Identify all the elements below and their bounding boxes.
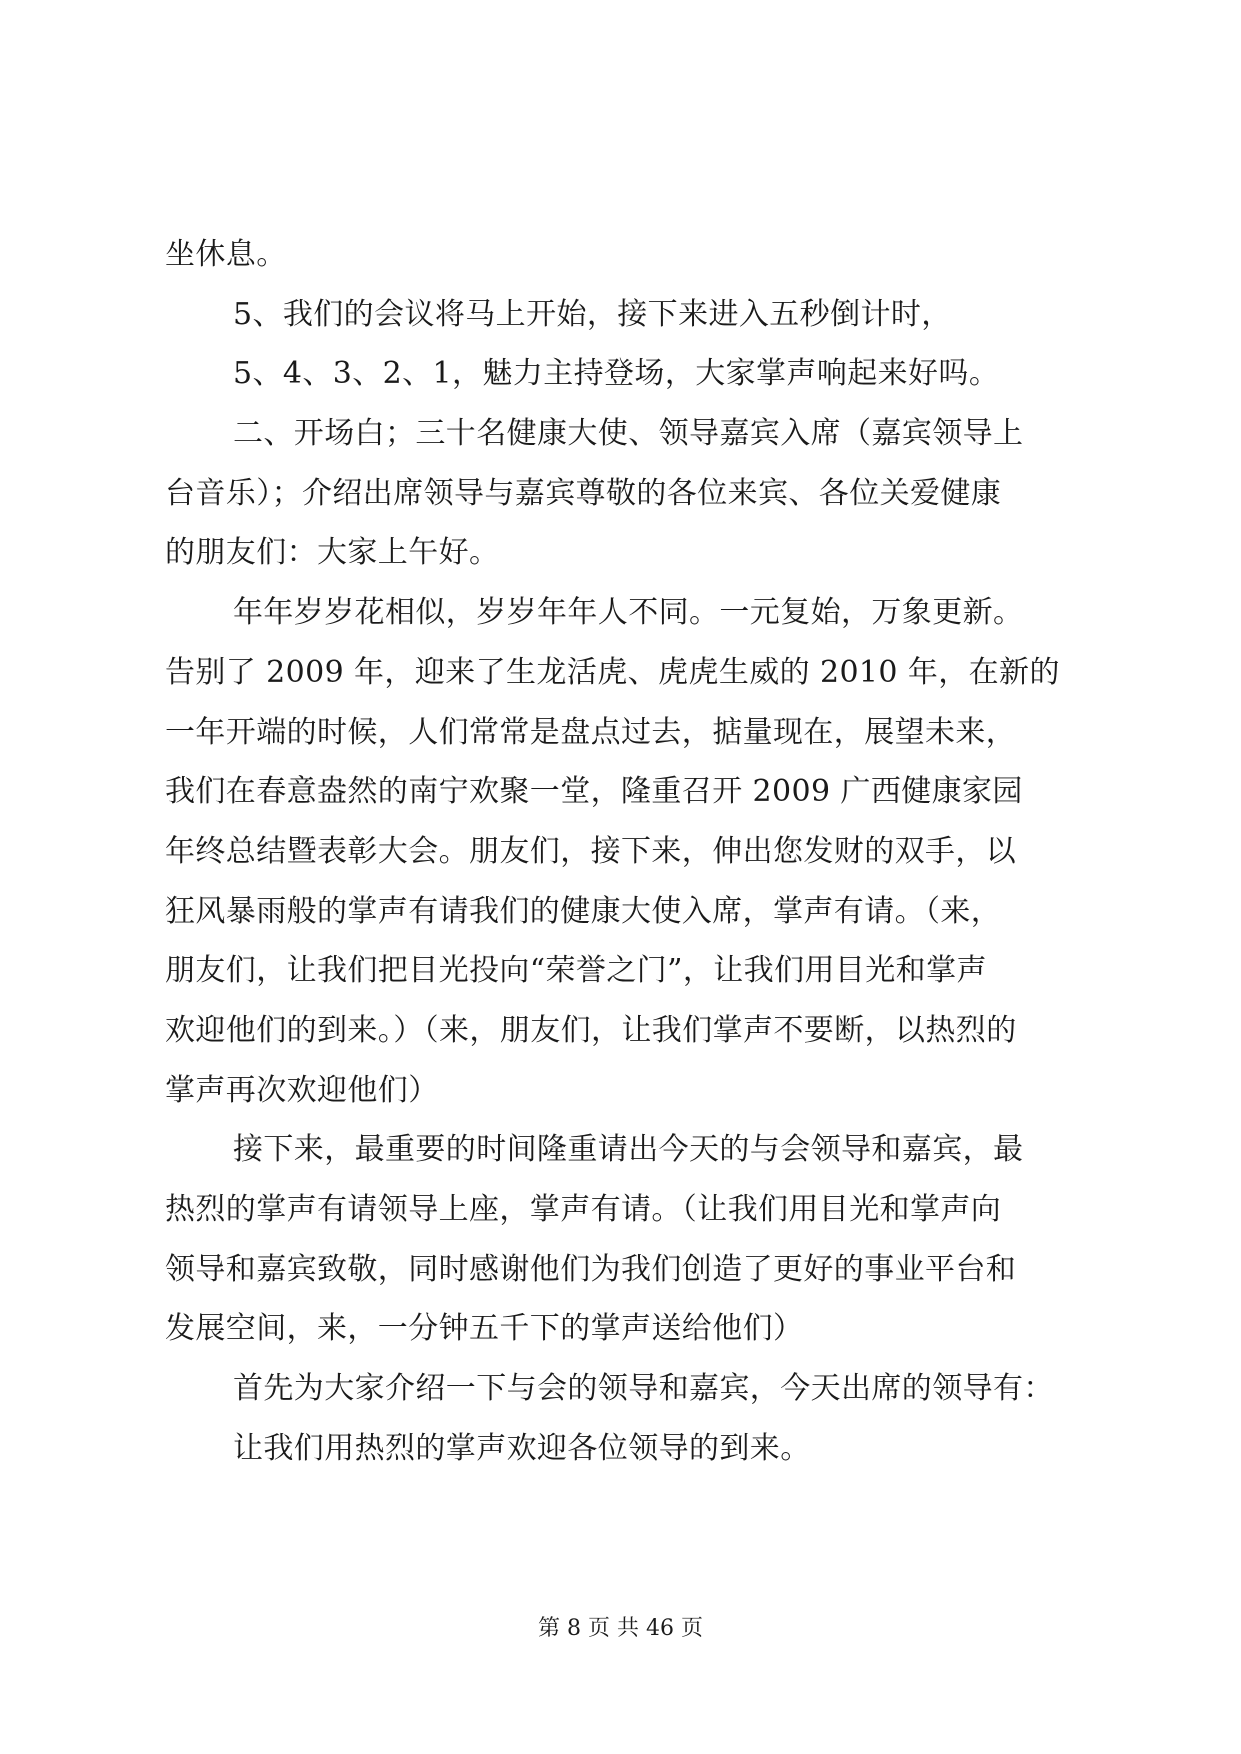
text-line: 狂风暴雨般的掌声有请我们的健康大使入席，掌声有请。（来， — [165, 893, 1002, 929]
text-line: 二、开场白；三十名健康大使、领导嘉宾入席（嘉宾领导上 — [233, 416, 1024, 452]
text-line: 的朋友们：大家上午好。 — [165, 535, 500, 571]
text-line: 领导和嘉宾致敬，同时感谢他们为我们创造了更好的事业平台和 — [165, 1251, 1017, 1287]
text-line: 朋友们，让我们把目光投向“荣誉之门”，让我们用目光和掌声 — [165, 953, 987, 989]
text-line: 掌声再次欢迎他们） — [165, 1072, 439, 1108]
text-line: 发展空间，来，一分钟五千下的掌声送给他们） — [165, 1311, 804, 1347]
text-line: 热烈的掌声有请领导上座，掌声有请。（让我们用目光和掌声向 — [165, 1192, 1002, 1227]
text-line: 坐休息。 — [165, 237, 287, 272]
text-line: 台音乐）；介绍出席领导与嘉宾尊敬的各位来宾、各位关爱健康 — [165, 475, 1002, 511]
document-body — [165, 225, 1090, 1478]
text-line: 5、4、3、2、1，魅力主持登场，大家掌声响起来好吗。 — [233, 356, 1000, 392]
text-line: 欢迎他们的到来。）（来，朋友们，让我们掌声不要断，以热烈的 — [165, 1012, 1017, 1048]
text-line: 年终总结暨表彰大会。朋友们，接下来，伸出您发财的双手，以 — [165, 833, 1017, 869]
text-line: 让我们用热烈的掌声欢迎各位领导的到来。 — [233, 1430, 811, 1466]
text-line: 一年开端的时候，人们常常是盘点过去，掂量现在，展望未来， — [165, 714, 1017, 750]
text-line: 首先为大家介绍一下与会的领导和嘉宾，今天出席的领导有： — [233, 1371, 1054, 1407]
text-line: 5、我们的会议将马上开始，接下来进入五秒倒计时， — [233, 296, 952, 332]
page-footer: 第 8 页 共 46 页 — [538, 1616, 703, 1641]
text-line: 告别了 2009 年，迎来了生龙活虎、虎虎生威的 2010 年，在新的 — [165, 654, 1060, 690]
text-line: 年年岁岁花相似，岁岁年年人不同。一元复始，万象更新。 — [233, 595, 1024, 631]
text-line: 我们在春意盎然的南宁欢聚一堂，隆重召开 2009 广西健康家园 — [165, 774, 1023, 810]
text-line: 接下来，最重要的时间隆重请出今天的与会领导和嘉宾，最 — [233, 1132, 1024, 1168]
